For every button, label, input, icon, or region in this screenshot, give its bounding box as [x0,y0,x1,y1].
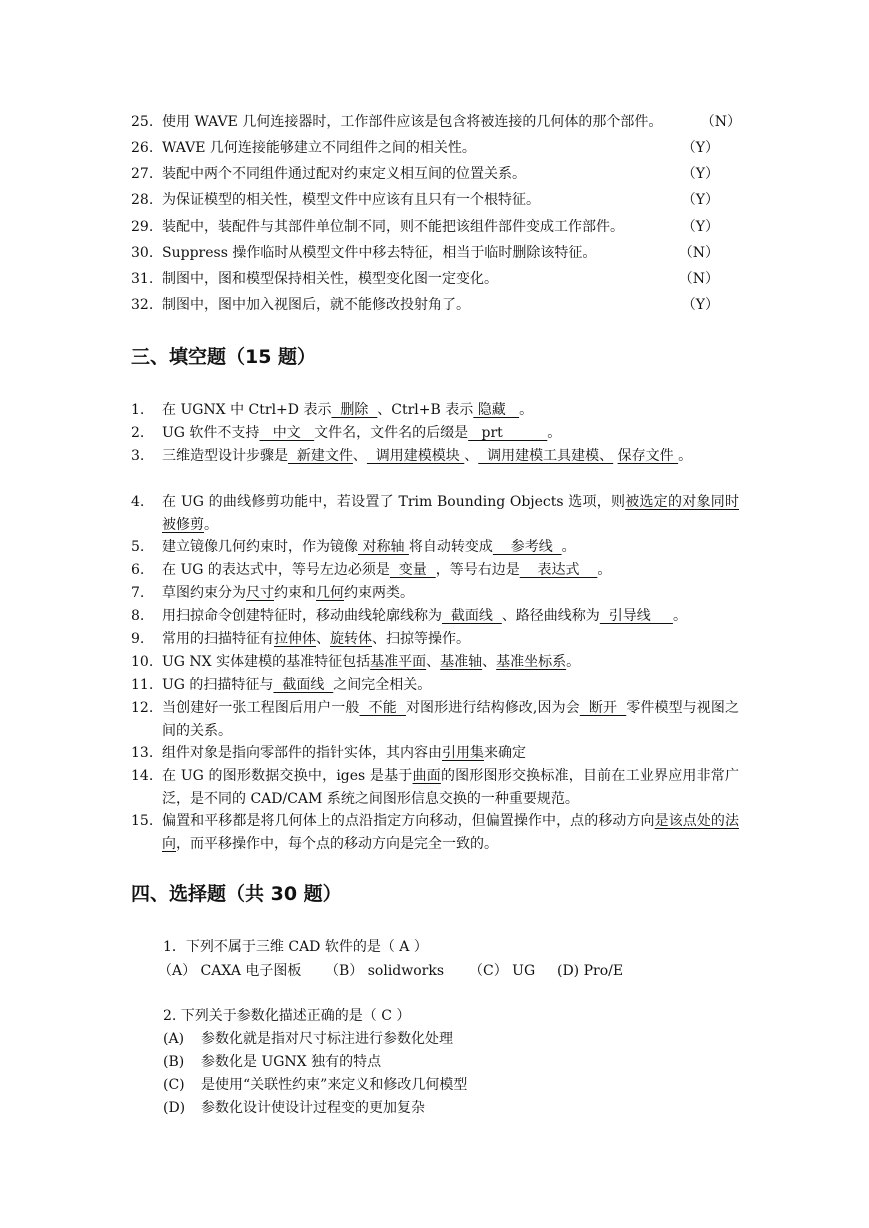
fill-blank-item-4 [131,491,739,537]
option-label: (A) [163,1031,185,1047]
text: 、Ctrl+B 表示 [377,402,474,418]
text: 在 UG 的表达式中，等号左边必须是 [162,562,390,578]
text: UG 软件不支持 [162,425,260,441]
text: ，而平移操作中，每个点的移动方向是完全一致的。 [176,836,498,852]
text: 。 [672,608,687,624]
item-answer: （Y） [681,219,719,235]
option-c: （C） UG [469,963,536,979]
item-number: 10. [131,654,154,670]
item-text: 使用 WAVE 几何连接器时，工作部件应该是包含将被连接的几何体的那个部件。 [162,114,663,130]
item-number: 13. [131,745,154,761]
blank-answer: 中文 [259,425,315,441]
item-number: 30. [131,245,154,261]
text: 、 [352,448,367,464]
text: 。 [561,539,576,555]
blank-answer: 是该点处的法向 [162,813,739,852]
text: 。 [566,654,581,670]
option-text: 参数化设计使设计过程变的更加复杂 [201,1100,425,1116]
item-number: 14. [131,768,154,784]
text: 文件名，文件名的后缀是 [314,425,469,441]
item-text: WAVE 几何连接能够建立不同组件之间的相关性。 [162,140,476,156]
text: 用扫掠命令创建特征时，移动曲线轮廓线称为 [162,608,442,624]
text: 常用的扫描特征有 [162,631,274,647]
blank-answer: 调用建模模块 [366,448,465,464]
text: 将自动转变成 [408,539,493,555]
section-heading-fill-blank: 三、填空题（15 题） [131,346,317,368]
blank-answer: 变量 [389,562,436,578]
item-number: 29. [131,219,154,235]
item-number: 4. [131,494,145,510]
text: 组件对象是指向零部件的指针实体，其内容由 [162,745,442,761]
item-answer: （N） [678,271,719,287]
mc-option-2b [163,1051,381,1073]
item-number: 5. [131,539,145,555]
blank-answer: 引导线 [599,608,673,624]
item-number: 3. [131,448,145,464]
item-text: 装配中两个不同组件通过配对约束定义相互间的位置关系。 [162,166,526,182]
option-label: (B) [163,1054,185,1070]
text: 、 [316,631,330,647]
text: 之间完全相关。 [333,677,432,693]
item-answer: （Y） [681,140,719,156]
option-d: (D) Pro/E [557,963,624,979]
fill-blank-item-10 [131,651,739,674]
item-number: 1. [131,402,145,418]
fill-blank-item-15 [131,810,739,856]
text: 对图形进行结构修改,因为会 [405,700,580,716]
blank-answer: 拉伸体 [274,631,316,647]
text: 、路径曲线称为 [501,608,600,624]
item-number: 7. [131,585,145,601]
fill-blank-item-11 [131,674,739,697]
blank-answer: 几何 [316,585,344,601]
item-number: 25. [131,114,154,130]
text: 、扫掠等操作。 [372,631,470,647]
tf-item-28 [131,189,741,211]
mc-question-2: 2. 下列关于参数化描述正确的是（ C ） [163,1008,411,1024]
fill-blank-item-13 [131,742,739,765]
fill-blank-item-1 [131,399,739,422]
blank-answer: 删除 [331,402,378,418]
blank-answer: 断开 [579,700,627,716]
blank-answer: 引用集 [442,745,484,761]
blank-answer: 旋转体 [330,631,372,647]
item-text: 制图中，图和模型保持相关性，模型变化图一定变化。 [162,271,498,287]
tf-item-25 [131,111,741,133]
item-number: 28. [131,192,154,208]
text: 偏置和平移都是将几何体上的点沿指定方向移动，但偏置操作中，点的移动方向 [162,813,655,829]
item-number: 9. [131,631,145,647]
text: 、 [482,654,497,670]
text: ，等号右边是 [435,562,520,578]
item-answer: （N） [678,245,719,261]
fill-blank-item-8 [131,605,739,628]
item-number: 15. [131,813,154,829]
blank-answer: prt [468,425,548,441]
item-number: 31. [131,271,154,287]
text: 。 [204,517,218,533]
option-label: (C) [163,1077,185,1093]
fill-blank-item-5 [131,536,739,559]
item-text: 为保证模型的相关性，模型文件中应该有且只有一个根特征。 [162,192,540,208]
text: UG 的扫描特征与 [162,677,274,693]
item-number: 6. [131,562,145,578]
option-label: (D) [163,1100,186,1116]
blank-answer: 被选定的对象同时被修剪 [162,494,739,533]
item-number: 8. [131,608,145,624]
mc-options-1 [158,960,623,982]
blank-answer: 基准坐标系 [496,654,567,670]
item-number: 2. [131,425,145,441]
option-text: 是使用“关联性约束”来定义和修改几何模型 [201,1077,468,1093]
item-answer: （Y） [681,192,719,208]
blank-answer: 调用建模工具建模、 [478,448,614,464]
blank-answer: 不能 [359,700,406,716]
mc-option-2c [163,1074,467,1096]
item-number: 32. [131,297,154,313]
text: 来确定 [484,745,526,761]
text: 在 UG 的图形数据交换中，iges 是基于 [162,768,413,784]
text: 当创建好一张工程图后用户一般 [162,700,360,716]
text: 三维造型设计步骤是 [162,448,288,464]
text: 建立镜像几何约束时，作为镜像 [162,539,358,555]
blank-answer: 截面线 [273,677,334,693]
mc-option-2d [163,1097,425,1119]
item-answer: （N） [700,114,741,130]
tf-item-32 [131,294,741,316]
fill-blank-item-3 [131,445,739,468]
item-answer: （Y） [681,166,719,182]
fill-blank-item-2 [131,422,739,445]
option-b: （B） solidworks [325,963,445,979]
blank-answer: 隐藏 [473,402,520,418]
text: 零件模型与视图之间的关系。 [162,700,739,739]
blank-answer: 参考线 [492,539,562,555]
tf-item-31 [131,268,741,290]
blank-answer: 基准轴 [440,654,483,670]
text: 、 [426,654,441,670]
blank-answer: 新建文件 [288,448,353,464]
item-answer: （Y） [681,297,719,313]
text: 草图约束分为 [162,585,246,601]
item-text: 制图中，图中加入视图后，就不能修改投射角了。 [162,297,470,313]
mc-question-1: 1．下列不属于三维 CAD 软件的是（ A ） [163,939,428,955]
option-text: 参数化就是指对尺寸标注进行参数化处理 [201,1031,453,1047]
blank-answer: 曲面 [412,768,441,784]
option-a: （A） CAXA 电子图板 [158,963,302,979]
fill-blank-item-9 [131,628,739,651]
tf-item-26 [131,137,741,159]
tf-item-29 [131,216,741,238]
text: UG NX 实体建模的基准特征包括 [162,654,371,670]
item-number: 27. [131,166,154,182]
fill-blank-item-6 [131,559,739,582]
item-number: 11. [131,677,154,693]
item-number: 26. [131,140,154,156]
fill-blank-item-12 [131,697,739,743]
tf-item-27 [131,163,741,185]
text: 。 [678,448,693,464]
option-text: 参数化是 UGNX 独有的特点 [201,1054,382,1070]
text: 、 [464,448,479,464]
mc-option-2a [163,1028,453,1050]
text: 在 UGNX 中 Ctrl+D 表示 [162,402,332,418]
blank-answer: 截面线 [442,608,502,624]
blank-answer: 尺寸 [246,585,274,601]
fill-blank-item-7 [131,582,739,605]
text: 的图形图形交换标准，目前在工业界应用非常广泛，是不同的 CAD/CAM 系统之间图形信息交换的一种重要规范。 [162,768,740,807]
blank-answer: 对称轴 [358,539,409,555]
fill-blank-item-14 [131,765,739,811]
text: 。 [597,562,612,578]
item-number: 12. [131,700,154,716]
blank-answer: 表达式 [519,562,598,578]
blank-answer: 基准平面 [370,654,427,670]
tf-item-30 [131,242,741,264]
text: 约束和 [274,585,316,601]
blank-answer: 保存文件 [617,448,679,464]
item-text: Suppress 操作临时从模型文件中移去特征，相当于临时删除该特征。 [162,245,597,261]
item-text: 装配中，装配件与其部件单位制不同，则不能把该组件部件变成工作部件。 [162,219,624,235]
text: 在 UG 的曲线修剪功能中，若设置了 Trim Bounding Objects 选项，则 [162,494,626,510]
section-heading-multiple-choice: 四、选择题（共 30 题） [131,883,342,905]
text: 。 [547,425,562,441]
text: 。 [519,402,534,418]
text: 约束两类。 [344,585,414,601]
